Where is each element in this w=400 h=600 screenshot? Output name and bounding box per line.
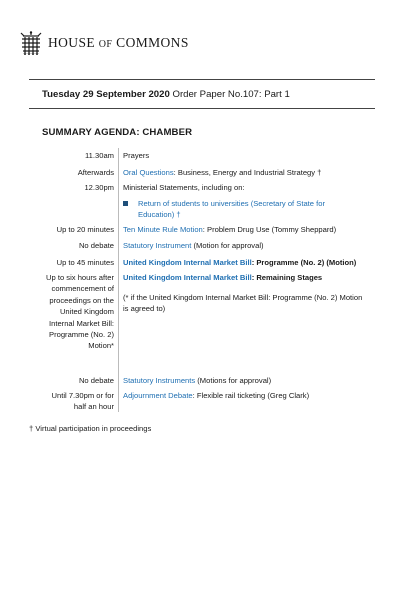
house-word: HOUSE	[48, 35, 96, 50]
order-paper-date: Tuesday 29 September 2020	[42, 89, 170, 100]
portcullis-icon	[20, 31, 42, 55]
summary-agenda-heading: SUMMARY AGENDA: CHAMBER	[42, 127, 193, 138]
return-of-students-link[interactable]: Return of students to universities (Secretary of State for Education) †	[138, 199, 325, 220]
agenda-item	[123, 150, 373, 161]
agenda-item	[123, 240, 373, 251]
agenda-item-text: : Business, Energy and Industrial Strategy †	[173, 168, 322, 177]
agenda-item	[123, 272, 373, 283]
bottom-rule	[29, 108, 375, 109]
top-rule	[29, 79, 375, 80]
agenda-divider-line	[118, 148, 119, 412]
adjournment-debate-link[interactable]: Adjournment Debate	[123, 391, 193, 400]
agenda-item	[123, 182, 373, 193]
agenda-item	[123, 375, 373, 386]
agenda-time: No debate	[78, 376, 114, 385]
agenda-item-text: Prayers	[123, 151, 150, 160]
agenda-item	[123, 167, 373, 178]
agenda-time: Up to 20 minutes	[56, 225, 114, 234]
agenda-time: 11.30am	[85, 151, 114, 160]
internal-market-bill-programme-link[interactable]: United Kingdom Internal Market Bill	[123, 258, 252, 267]
agenda-time: Until 7.30pm or for half an hour	[51, 391, 114, 412]
commons-word: COMMONS	[116, 35, 189, 50]
square-bullet-icon	[123, 201, 128, 206]
agenda-time: 12.30pm	[84, 183, 114, 192]
oral-questions-link[interactable]: Oral Questions	[123, 168, 174, 177]
of-word: OF	[98, 39, 113, 50]
agenda-time: Up to six hours after commencement of proceedings on the United Kingdom Internal Market Bill: Programme (No. 2) Motion*	[46, 273, 114, 351]
agenda-item	[123, 257, 373, 268]
remaining-stages-note: (* if the United Kingdom Internal Market Bill: Programme (No. 2) Motion is agreed to)	[123, 293, 363, 314]
agenda-item	[123, 390, 373, 401]
agenda-time: Up to 45 minutes	[56, 258, 114, 267]
ministerial-statement-bullet	[123, 198, 373, 221]
agenda-item	[123, 224, 373, 235]
internal-market-bill-remaining-stages-link[interactable]: United Kingdom Internal Market Bill	[123, 273, 252, 282]
house-of-commons-title	[48, 35, 189, 51]
agenda-item-bold-text: : Programme (No. 2) (Motion)	[251, 258, 357, 267]
agenda-item-text: Ministerial Statements, including on:	[123, 183, 245, 192]
agenda-item-text: : Problem Drug Use (Tommy Sheppard)	[202, 225, 337, 234]
house-of-commons-logo	[20, 30, 189, 56]
order-paper-line	[42, 89, 290, 100]
statutory-instruments-link[interactable]: Statutory Instruments	[123, 376, 196, 385]
order-paper-number: Order Paper No.107: Part 1	[169, 89, 290, 100]
agenda-item-text: (Motion for approval)	[191, 241, 264, 250]
statutory-instrument-link[interactable]: Statutory Instrument	[123, 241, 192, 250]
agenda-item-bold-text: : Remaining Stages	[251, 273, 323, 282]
agenda-time: No debate	[78, 241, 114, 250]
agenda-time: Afterwards	[77, 168, 114, 177]
ten-minute-rule-motion-link[interactable]: Ten Minute Rule Motion	[123, 225, 203, 234]
agenda-item-text: : Flexible rail ticketing (Greg Clark)	[192, 391, 310, 400]
virtual-participation-footnote: † Virtual participation in proceedings	[29, 424, 152, 433]
agenda-item-text: (Motions for approval)	[195, 376, 272, 385]
